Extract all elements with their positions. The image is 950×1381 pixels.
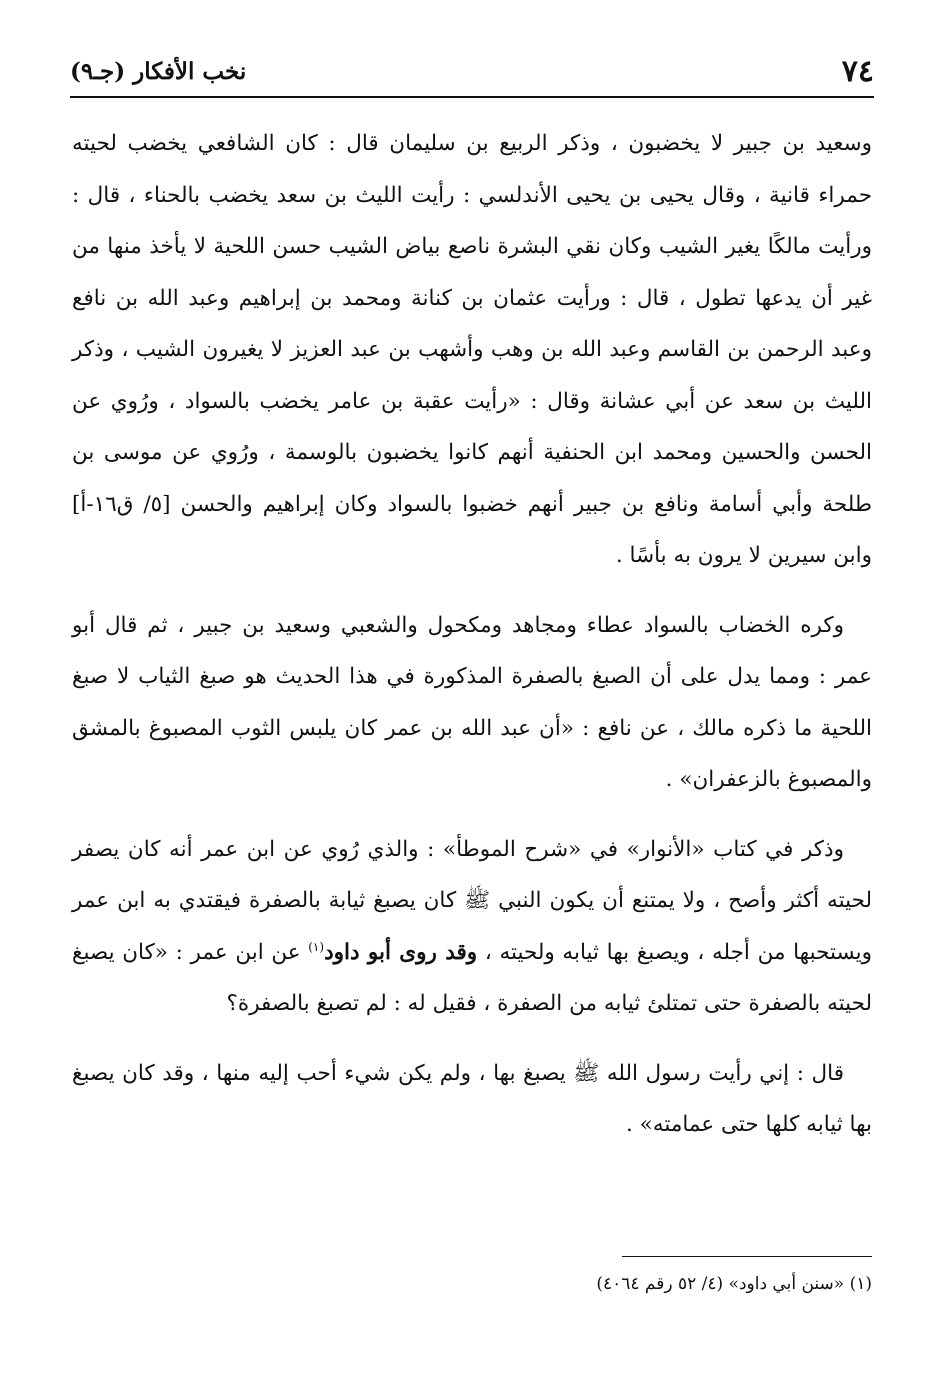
paragraph-2: وكره الخضاب بالسواد عطاء ومجاهد ومكحول والشعبي وسعيد بن جبير ، ثم قال أبو عمر : ومما يدل على أن الصبغ بالصفرة المذكورة في هذا الحديث هو صبغ الثياب لا صبغ اللحية ما ذكره مالك ، عن نافع : «أن عبد الله بن عمر كان يلبس الثوب المصبوغ بالمشق والمصبوغ بالزعفران» . — [72, 612, 872, 792]
paragraph-4: قال : إني رأيت رسول الله ﷺ يصبغ بها ، ولم يكن شيء أحب إليه منها ، وقد كان يصبغ بها ثيابه كلها حتى عمامته» . — [72, 1060, 872, 1137]
paragraph-3 — [72, 824, 872, 1030]
page-number: ٧٤ — [841, 54, 874, 89]
footnote-divider — [622, 1256, 872, 1257]
footnote-reference[interactable]: (١) — [308, 939, 325, 954]
main-text — [72, 118, 872, 1169]
paragraph-1: وسعيد بن جبير لا يخضبون ، وذكر الربيع بن سليمان قال : كان الشافعي يخضب لحيته حمراء قانية ، وقال يحيى بن يحيى الأندلسي : رأيت الليث بن سعد يخضب بالحناء ، قال : ورأيت مالكًا يغير الشيب وكان نقي البشرة ناصع بياض الشيب حسن اللحية لا يأخذ منها من غير أن يدعها تطول ، قال : ورأيت عثمان بن كنانة ومحمد بن إبراهيم وعبد الله بن نافع وعبد الرحمن بن القاسم وعبد الله بن وهب وأشهب بن عبد العزيز لا يغيرون الشيب ، وذكر الليث بن سعد عن أبي عشانة وقال : «رأيت عقبة بن عامر يخضب بالسواد ، ورُوي عن الحسن والحسين ومحمد ابن الحنفية أنهم كانوا يخضبون بالوسمة ، ورُوي عن موسى بن طلحة وأبي أسامة ونافع بن جبير أنهم خضبوا بالسواد وكان إبراهيم والحسن [٥/ ق١٦-أ] وابن سيرين لا يرون به بأسًا . — [72, 131, 873, 568]
paragraph-3-text-before: وذكر في كتاب «الأنوار» في «شرح الموطأ» : والذي رُوي عن ابن عمر أنه كان يصفر لحيته أكثر وأصح ، ولا يمتنع أن يكون النبي ﷺ كان يصبغ ثيابة بالصفرة فيقتدي به ابن عمر ويستحبها من أجله ، ويصبغ بها ثيابه ولحيته ، — [72, 836, 872, 965]
header-divider — [70, 96, 874, 98]
bold-citation: وقد روى أبو داود — [324, 939, 478, 965]
footnote: (١) «سنن أبي داود» (٤/ ٥٢ رقم ٤٠٦٤) — [596, 1274, 872, 1294]
running-title: نخب الأفكار (جـ٩) — [70, 58, 247, 85]
paragraph-3-text-after: عن ابن عمر : «كان يصبغ لحيته بالصفرة حتى تمتلئ ثيابه من الصفرة ، فقيل له : لم تصبغ بالصفرة؟ — [72, 939, 872, 1016]
page-header — [70, 52, 874, 92]
